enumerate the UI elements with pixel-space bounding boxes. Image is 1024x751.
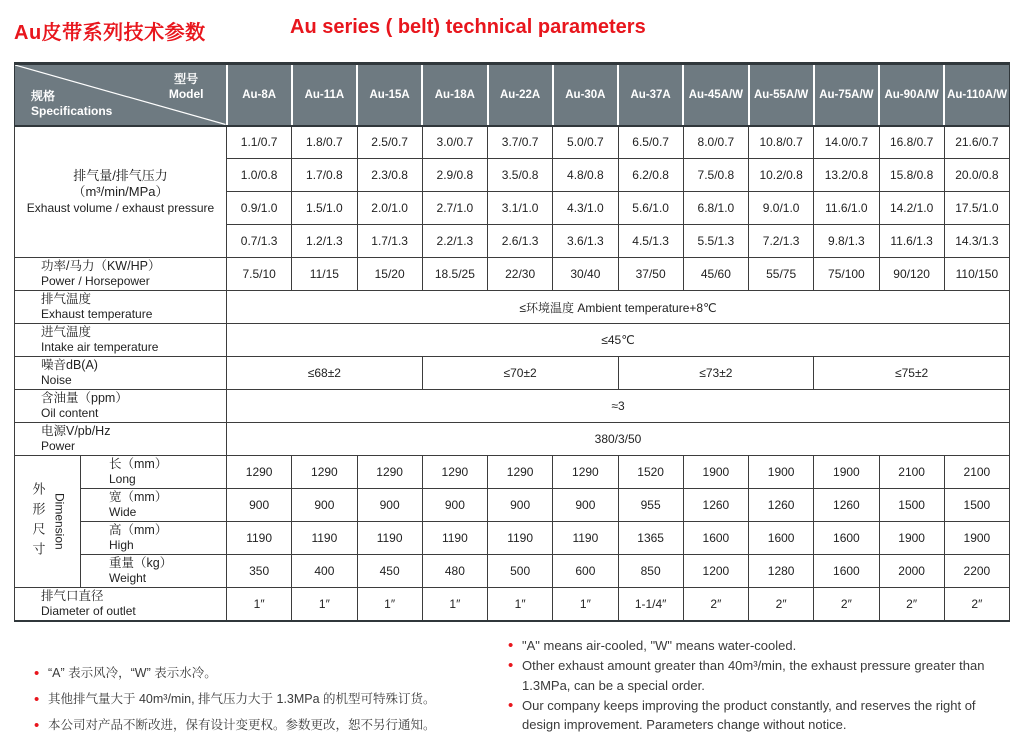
table-cell: 1″ <box>227 588 292 621</box>
table-cell: 15.8/0.8 <box>879 159 944 192</box>
table-cell: 90/120 <box>879 258 944 291</box>
table-cell: 13.2/0.8 <box>814 159 879 192</box>
model-header-cell: Au-30A <box>553 64 618 126</box>
table-cell: 900 <box>357 489 422 522</box>
power-supply-value: 380/3/50 <box>227 423 1010 456</box>
table-cell: 9.8/1.3 <box>814 225 879 258</box>
table-cell: 1900 <box>879 522 944 555</box>
dimension-label-en: Dimension <box>52 493 67 550</box>
table-cell: 2100 <box>944 456 1009 489</box>
table-cell: 1″ <box>357 588 422 621</box>
table-cell: 400 <box>292 555 357 588</box>
row-label-noise: 噪音dB(A) Noise <box>15 357 227 390</box>
parameters-table <box>14 62 1010 622</box>
table-cell: 2.3/0.8 <box>357 159 422 192</box>
table-cell: 6.8/1.0 <box>683 192 748 225</box>
table-row <box>15 324 1010 357</box>
table-cell: 1″ <box>292 588 357 621</box>
corner-spec-en: Specifications <box>31 103 113 118</box>
table-cell: 5.6/1.0 <box>618 192 683 225</box>
table-cell: 1260 <box>749 489 814 522</box>
table-cell: 955 <box>618 489 683 522</box>
note-item-en: • Our company keeps improving the product constantly, and reserves the right of design improvement. Parameters change without notice. <box>508 696 1013 735</box>
table-cell: 2.0/1.0 <box>357 192 422 225</box>
table-cell: 3.0/0.7 <box>422 126 487 159</box>
table-cell: 37/50 <box>618 258 683 291</box>
table-row <box>15 555 1010 588</box>
note-item-zh: • “A” 表示风冷，“W” 表示水冷。 <box>34 664 504 683</box>
corner-model-zh: 型号 <box>174 72 199 86</box>
table-cell: 6.5/0.7 <box>618 126 683 159</box>
model-header-cell: Au-37A <box>618 64 683 126</box>
table-corner-cell <box>15 64 227 126</box>
table-cell: 1290 <box>292 456 357 489</box>
table-row <box>15 456 1010 489</box>
table-cell: 1″ <box>553 588 618 621</box>
noise-value-cell: ≤70±2 <box>422 357 618 390</box>
note-item-en: • "A" means air-cooled, "W" means water-cooled. <box>508 636 1013 656</box>
table-row <box>15 489 1010 522</box>
table-cell: 6.2/0.8 <box>618 159 683 192</box>
table-cell: 7.5/0.8 <box>683 159 748 192</box>
table-cell: 1.5/1.0 <box>292 192 357 225</box>
table-cell: 900 <box>422 489 487 522</box>
table-cell: 1290 <box>357 456 422 489</box>
notes-english <box>508 636 1013 735</box>
table-cell: 2″ <box>749 588 814 621</box>
table-cell: 75/100 <box>814 258 879 291</box>
table-cell: 2200 <box>944 555 1009 588</box>
noise-value-cell: ≤68±2 <box>227 357 423 390</box>
table-cell: 15/20 <box>357 258 422 291</box>
table-cell: 2100 <box>879 456 944 489</box>
table-cell: 2.7/1.0 <box>422 192 487 225</box>
table-cell: 1260 <box>814 489 879 522</box>
note-item-zh: • 其他排气量大于 40m³/min, 排气压力大于 1.3MPa 的机型可特殊订货。 <box>34 690 504 709</box>
table-cell: 3.7/0.7 <box>488 126 553 159</box>
table-cell: 1.7/0.8 <box>292 159 357 192</box>
table-cell: 4.8/0.8 <box>553 159 618 192</box>
row-label-weight: 重量（kg） Weight <box>81 555 227 588</box>
row-label-exhaust-temp: 排气温度 Exhaust temperature <box>15 291 227 324</box>
table-cell: 1.1/0.7 <box>227 126 292 159</box>
table-cell: 350 <box>227 555 292 588</box>
table-cell: 5.0/0.7 <box>553 126 618 159</box>
table-cell: 1.8/0.7 <box>292 126 357 159</box>
table-cell: 0.9/1.0 <box>227 192 292 225</box>
table-cell: 1600 <box>814 522 879 555</box>
title-chinese: Au皮带系列技术参数 <box>14 22 206 44</box>
table-cell: 2″ <box>814 588 879 621</box>
row-label-long: 长（mm） Long <box>81 456 227 489</box>
noise-value-cell: ≤73±2 <box>618 357 814 390</box>
table-cell: 1190 <box>488 522 553 555</box>
row-label-wide: 宽（mm） Wide <box>81 489 227 522</box>
corner-spec-zh: 规格 <box>31 88 56 103</box>
model-header-cell: Au-110A/W <box>944 64 1009 126</box>
table-cell: 14.2/1.0 <box>879 192 944 225</box>
table-cell: 21.6/0.7 <box>944 126 1009 159</box>
table-cell: 4.3/1.0 <box>553 192 618 225</box>
table-cell: 1900 <box>749 456 814 489</box>
row-label-intake-temp: 进气温度 Intake air temperature <box>15 324 227 357</box>
table-cell: 1900 <box>814 456 879 489</box>
table-cell: 480 <box>422 555 487 588</box>
table-cell: 3.5/0.8 <box>488 159 553 192</box>
table-cell: 2000 <box>879 555 944 588</box>
table-cell: 1″ <box>488 588 553 621</box>
table-row <box>15 258 1010 291</box>
title-english: Au series ( belt) technical parameters <box>290 16 646 38</box>
row-label-power-supply: 电源V/pb/Hz Power <box>15 423 227 456</box>
table-row <box>15 522 1010 555</box>
table-cell: 45/60 <box>683 258 748 291</box>
intake-temp-value: ≤45℃ <box>227 324 1010 357</box>
model-header-cell: Au-45A/W <box>683 64 748 126</box>
table-cell: 450 <box>357 555 422 588</box>
table-cell: 1190 <box>357 522 422 555</box>
table-cell: 1″ <box>422 588 487 621</box>
table-row <box>15 357 1010 390</box>
table-cell: 11.6/1.0 <box>814 192 879 225</box>
table-cell: 1600 <box>683 522 748 555</box>
table-cell: 1200 <box>683 555 748 588</box>
table-row <box>15 588 1010 621</box>
table-cell: 1600 <box>814 555 879 588</box>
table-cell: 5.5/1.3 <box>683 225 748 258</box>
table-cell: 22/30 <box>488 258 553 291</box>
table-cell: 2.6/1.3 <box>488 225 553 258</box>
table-cell: 0.7/1.3 <box>227 225 292 258</box>
row-label-exhaust-volume: 排气量/排气压力 （m³/min/MPa） Exhaust volume / exhaust pressure <box>15 126 227 258</box>
table-cell: 1520 <box>618 456 683 489</box>
table-cell: 1290 <box>488 456 553 489</box>
table-cell: 1260 <box>683 489 748 522</box>
row-label-oil: 含油量（ppm） Oil content <box>15 390 227 423</box>
table-cell: 1.2/1.3 <box>292 225 357 258</box>
table-cell: 110/150 <box>944 258 1009 291</box>
table-cell: 2.9/0.8 <box>422 159 487 192</box>
note-item-en: • Other exhaust amount greater than 40m³/min, the exhaust pressure greater than 1.3MPa, can be a special order. <box>508 656 1013 695</box>
table-cell: 10.2/0.8 <box>749 159 814 192</box>
corner-model-en: Model <box>168 87 204 101</box>
notes-chinese <box>34 664 504 742</box>
dimension-label-zh: 外形尺寸 <box>30 481 46 562</box>
page-title <box>14 14 1010 48</box>
table-cell: 18.5/25 <box>422 258 487 291</box>
table-row <box>15 423 1010 456</box>
table-cell: 1280 <box>749 555 814 588</box>
table-cell: 2″ <box>879 588 944 621</box>
table-cell: 17.5/1.0 <box>944 192 1009 225</box>
row-label-high: 高（mm） High <box>81 522 227 555</box>
corner-spec-label <box>31 89 112 119</box>
note-item-zh: • 本公司对产品不断改进，保有设计变更权。参数更改，恕不另行通知。 <box>34 716 504 735</box>
table-cell: 10.8/0.7 <box>749 126 814 159</box>
table-cell: 1500 <box>944 489 1009 522</box>
table-cell: 11/15 <box>292 258 357 291</box>
model-header-cell: Au-11A <box>292 64 357 126</box>
table-cell: 9.0/1.0 <box>749 192 814 225</box>
model-header-cell: Au-75A/W <box>814 64 879 126</box>
table-cell: 1600 <box>749 522 814 555</box>
table-cell: 1-1/4″ <box>618 588 683 621</box>
table-cell: 7.2/1.3 <box>749 225 814 258</box>
table-row <box>15 126 1010 159</box>
noise-value-cell: ≤75±2 <box>814 357 1010 390</box>
table-cell: 14.3/1.3 <box>944 225 1009 258</box>
model-header-cell: Au-55A/W <box>749 64 814 126</box>
table-header-row <box>15 64 1010 126</box>
model-header-cell: Au-8A <box>227 64 292 126</box>
table-cell: 500 <box>488 555 553 588</box>
table-cell: 1900 <box>944 522 1009 555</box>
table-cell: 1290 <box>553 456 618 489</box>
oil-content-value: ≈3 <box>227 390 1010 423</box>
table-cell: 14.0/0.7 <box>814 126 879 159</box>
table-cell: 7.5/10 <box>227 258 292 291</box>
model-header-cell: Au-18A <box>422 64 487 126</box>
exhaust-temp-value: ≤环境温度 Ambient temperature+8℃ <box>227 291 1010 324</box>
table-cell: 1900 <box>683 456 748 489</box>
table-row <box>15 390 1010 423</box>
table-cell: 2″ <box>944 588 1009 621</box>
table-cell: 3.6/1.3 <box>553 225 618 258</box>
table-cell: 2″ <box>683 588 748 621</box>
table-cell: 4.5/1.3 <box>618 225 683 258</box>
table-cell: 850 <box>618 555 683 588</box>
table-row <box>15 291 1010 324</box>
table-cell: 1190 <box>422 522 487 555</box>
table-cell: 1290 <box>227 456 292 489</box>
model-header-cell: Au-90A/W <box>879 64 944 126</box>
table-cell: 30/40 <box>553 258 618 291</box>
model-header-cell: Au-22A <box>488 64 553 126</box>
table-cell: 1190 <box>292 522 357 555</box>
table-cell: 1190 <box>227 522 292 555</box>
table-cell: 900 <box>292 489 357 522</box>
table-cell: 2.5/0.7 <box>357 126 422 159</box>
table-cell: 3.1/1.0 <box>488 192 553 225</box>
table-cell: 1290 <box>422 456 487 489</box>
row-label-power: 功率/马力（KW/HP） Power / Horsepower <box>15 258 227 291</box>
table-cell: 900 <box>227 489 292 522</box>
model-header-cell: Au-15A <box>357 64 422 126</box>
table-cell: 900 <box>553 489 618 522</box>
table-cell: 1.7/1.3 <box>357 225 422 258</box>
table-cell: 900 <box>488 489 553 522</box>
table-cell: 8.0/0.7 <box>683 126 748 159</box>
table-cell: 1365 <box>618 522 683 555</box>
table-cell: 11.6/1.3 <box>879 225 944 258</box>
table-cell: 16.8/0.7 <box>879 126 944 159</box>
table-cell: 20.0/0.8 <box>944 159 1009 192</box>
table-cell: 600 <box>553 555 618 588</box>
table-cell: 2.2/1.3 <box>422 225 487 258</box>
row-label-outlet: 排气口直径 Diameter of outlet <box>15 588 227 621</box>
table-cell: 55/75 <box>749 258 814 291</box>
dimension-group-label <box>15 456 81 588</box>
table-cell: 1190 <box>553 522 618 555</box>
table-cell: 1.0/0.8 <box>227 159 292 192</box>
table-cell: 1500 <box>879 489 944 522</box>
corner-model-label <box>169 72 204 102</box>
